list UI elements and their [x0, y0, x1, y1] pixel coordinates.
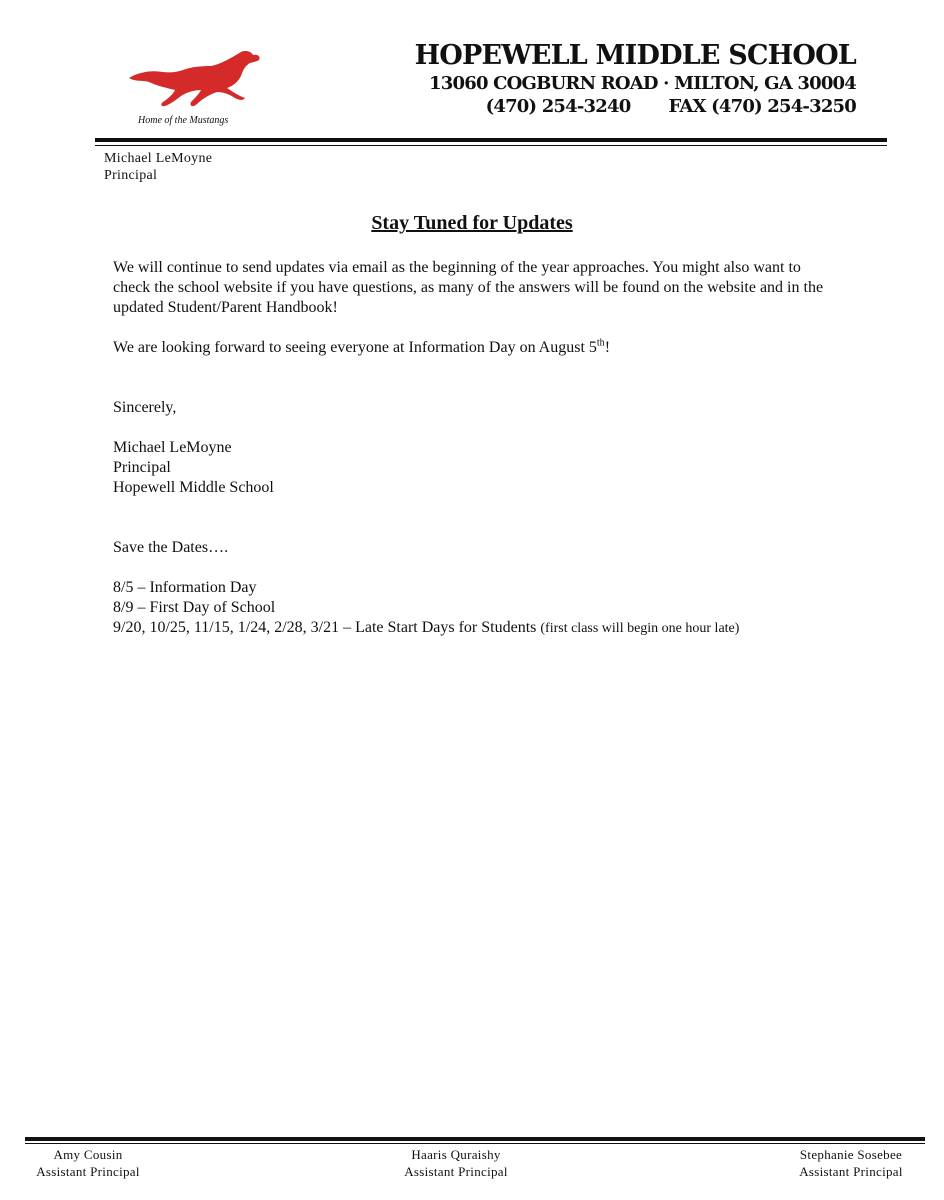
- principal-title: Principal: [104, 168, 158, 183]
- header-divider-thin: [95, 145, 887, 146]
- signature-name: Michael LeMoyne: [113, 439, 232, 456]
- school-letterhead: [415, 40, 856, 118]
- save-the-dates-heading: Save the Dates….: [113, 539, 229, 556]
- dates-list: [113, 578, 833, 639]
- mustang-icon: [125, 46, 265, 112]
- staff-name: Amy Cousin: [53, 1147, 123, 1162]
- footer-divider-thin: [25, 1143, 925, 1144]
- fax-number: FAX (470) 254-3250: [668, 96, 856, 117]
- staff-role: Assistant Principal: [36, 1164, 140, 1179]
- signature-block: [113, 438, 833, 498]
- paragraph-2: We are looking forward to seeing everyone at Information Day on August 5th!: [113, 337, 611, 356]
- footer-staff-1: [27, 1146, 149, 1180]
- principal-name: Michael LeMoyne: [104, 151, 213, 166]
- header-divider-thick: [95, 138, 887, 142]
- closing: Sincerely,: [113, 399, 177, 416]
- date-item: 8/5 – Information Day: [113, 579, 257, 596]
- paragraph-1: We will continue to send updates via email as the beginning of the year approaches. You might also want to check the school website if you have questions, as many of the answers will be found on the website and in the updated Student/Parent Handbook!: [113, 259, 824, 316]
- school-name: HOPEWELL MIDDLE SCHOOL: [414, 40, 856, 71]
- footer-staff-2: [393, 1146, 519, 1180]
- principal-header: [104, 150, 212, 184]
- staff-role: Assistant Principal: [799, 1164, 903, 1179]
- staff-name: Haaris Quraishy: [411, 1147, 501, 1162]
- school-address: 13060 COGBURN ROAD · MILTON, GA 30004: [429, 73, 856, 94]
- staff-role: Assistant Principal: [404, 1164, 508, 1179]
- signature-school: Hopewell Middle School: [113, 479, 274, 496]
- paragraph-updates: [113, 258, 833, 318]
- date-item-late-start: 9/20, 10/25, 11/15, 1/24, 2/28, 3/21 – Late Start Days for Students (first class will begin one hour late): [113, 619, 740, 636]
- footer-staff-3: [788, 1146, 914, 1180]
- contact-line: [415, 96, 856, 118]
- late-start-note: (first class will begin one hour late): [540, 621, 740, 636]
- signature-title: Principal: [113, 459, 171, 476]
- school-logo: [125, 46, 265, 130]
- logo-tagline: Home of the Mustangs: [138, 115, 229, 126]
- footer-divider-thick: [25, 1137, 925, 1141]
- phone-number: (470) 254-3240: [485, 96, 631, 117]
- paragraph-information-day: [113, 338, 833, 358]
- letter-title: Stay Tuned for Updates: [371, 212, 573, 234]
- date-item: 8/9 – First Day of School: [113, 599, 276, 616]
- staff-name: Stephanie Sosebee: [799, 1147, 903, 1162]
